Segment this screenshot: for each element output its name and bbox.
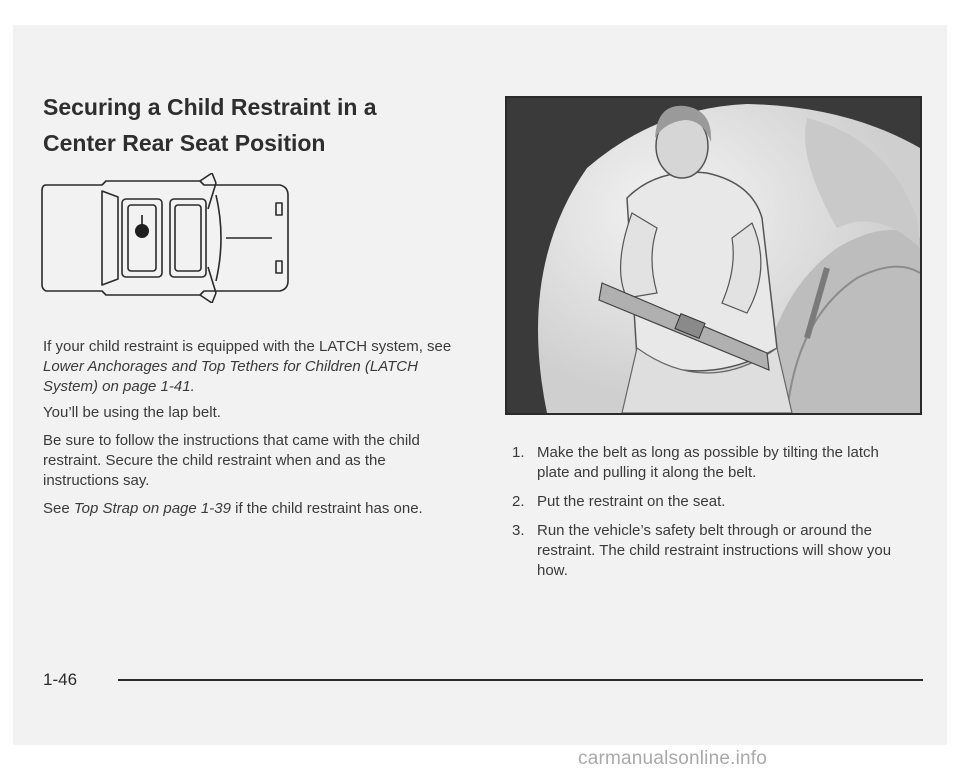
list-item bbox=[512, 443, 912, 483]
step-number: 1. bbox=[512, 444, 525, 461]
watermark: carmanualsonline.info bbox=[578, 748, 768, 769]
list-item bbox=[512, 521, 912, 581]
body-text bbox=[43, 337, 453, 527]
instruction-steps bbox=[512, 443, 912, 590]
step-text: Run the vehicle’s safety belt through or around the restraint. The child restraint instructions will show you how. bbox=[537, 522, 892, 579]
title-line-2: Center Rear Seat Position bbox=[43, 130, 326, 156]
step-text: Make the belt as long as possible by tilting the latch plate and pulling it along the belt. bbox=[537, 444, 879, 481]
step-number: 2. bbox=[512, 493, 525, 510]
paragraph-lap-belt: You’ll be using the lap belt. bbox=[43, 404, 221, 421]
step-text: Put the restraint on the seat. bbox=[537, 493, 726, 510]
person-adjusting-seat-belt-photo bbox=[505, 96, 922, 415]
paragraph-instructions: Be sure to follow the instructions that came with the child restraint. Secure the child restraint when and as the instructions say. bbox=[43, 432, 420, 489]
latch-reference-link[interactable]: Lower Anchorages and Top Tethers for Children (LATCH System) on page 1-41. bbox=[43, 358, 418, 395]
page-number: 1-46 bbox=[43, 670, 78, 689]
paragraph-latch: If your child restraint is equipped with the LATCH system, see Lower Anchorages and Top Tethers for Children (LATCH System) on page 1-41. bbox=[43, 338, 452, 395]
paragraph-top-strap: See Top Strap on page 1-39 if the child restraint has one. bbox=[43, 500, 423, 517]
page-title bbox=[43, 89, 463, 161]
title-line-1: Securing a Child Restraint in a bbox=[43, 94, 377, 120]
step-number: 3. bbox=[512, 522, 525, 539]
footer-divider bbox=[118, 679, 923, 681]
list-item bbox=[512, 492, 912, 512]
top-strap-reference-link[interactable]: Top Strap on page 1-39 bbox=[73, 500, 231, 517]
vehicle-top-view-center-seat-icon bbox=[40, 173, 290, 303]
